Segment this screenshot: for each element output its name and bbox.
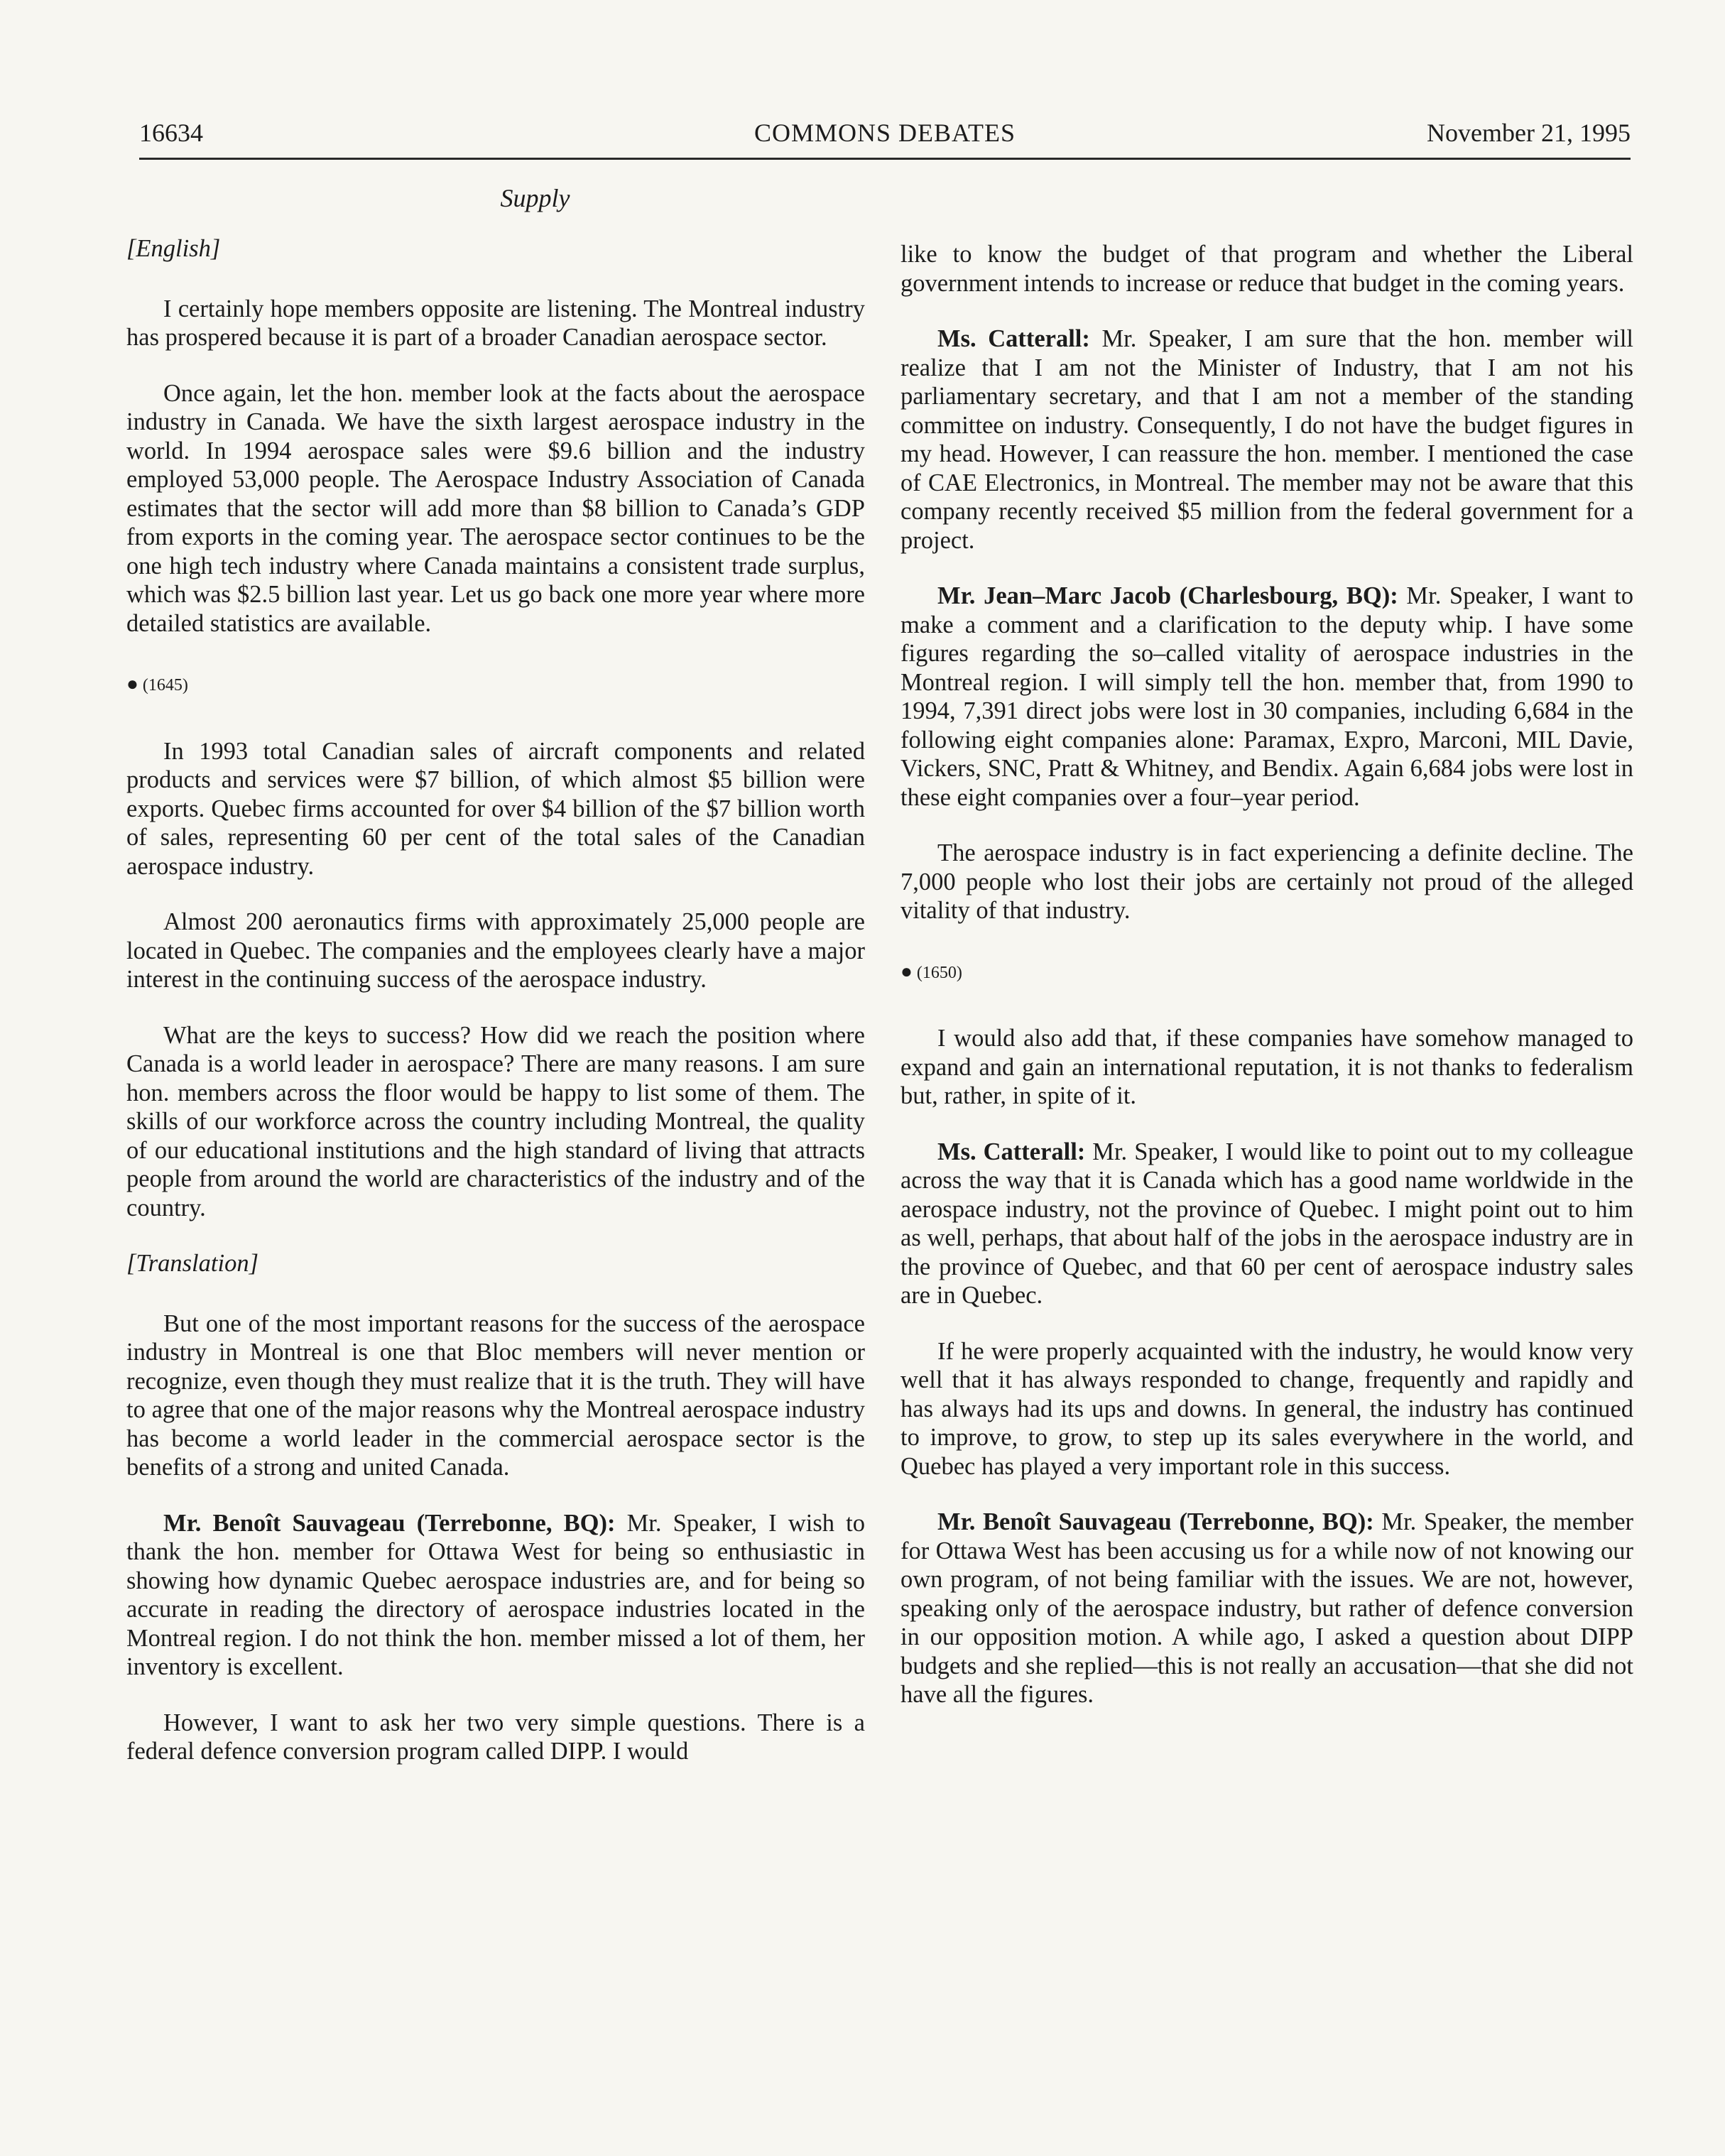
speaker-name: Mr. Benoît Sauvageau (Terrebonne, BQ): xyxy=(937,1508,1374,1535)
speech-text: Mr. Speaker, I would like to point out to my colleague across the way that it is Canada which has a good name worldwide in the aerospace industry, not the province of Quebec. I might point out to him as well, perhaps, that about half of the jobs in the aerospace industry are in the province of Quebec, and that 60 per cent of aerospace industry sales are in Quebec. xyxy=(900,1138,1633,1309)
speech-paragraph xyxy=(126,1509,865,1682)
page-number: 16634 xyxy=(139,119,203,147)
paragraph: I certainly hope members opposite are listening. The Montreal industry has prospered because it is part of a broader Canadian aerospace sector. xyxy=(126,295,865,351)
speech-paragraph xyxy=(900,1508,1633,1709)
paragraph: Almost 200 aeronautics firms with approximately 25,000 people are located in Quebec. The companies and the employees clearly have a major interest in the continuing success of the aerospace industry. xyxy=(126,908,865,993)
speech-text: Mr. Speaker, I wish to thank the hon. member for Ottawa West for being so enthusiastic in showing how dynamic Quebec aerospace industries are, and for being so accurate in reading the directory of aerospace industries located in the Montreal region. I do not think the hon. member missed a lot of them, her inventory is excellent. xyxy=(126,1509,866,1680)
paragraph: Once again, let the hon. member look at the facts about the aerospace industry in Canada. We have the sixth largest aerospace industry in the world. In 1994 aerospace sales were $9.6 billion and the industry employed 53,000 people. The Aerospace Industry Association of Canada estimates that the sector will add more than $8 billion to Canada’s GDP from exports in the coming year. The aerospace sector continues to be the one high tech industry where Canada maintains a consistent trade surplus, which was $2.5 billion last year. Let us go back one more year where more detailed statistics are available. xyxy=(126,379,865,637)
paragraph: I would also add that, if these companies have somehow managed to expand and gain an international reputation, it is not thanks to federalism but, rather, in spite of it. xyxy=(900,1025,1633,1109)
time-marker xyxy=(126,670,865,700)
paragraph: If he were properly acquainted with the industry, he would know very well that it has always responded to change, frequently and rapidly and has always had its ups and downs. In general, the industry has continued to improve, to grow, to step up its sales everywhere in the world, and Quebec has played a very important role in this success. xyxy=(900,1337,1633,1480)
paragraph: In 1993 total Canadian sales of aircraft components and related products and services were $7 billion, of which almost $5 billion were exports. Quebec firms accounted for over $4 billion of the $7 billion worth of sales, representing 60 per cent of the total sales of the Canadian aerospace industry. xyxy=(126,737,865,880)
publication-title: COMMONS DEBATES xyxy=(753,119,1016,147)
bullet-icon: ● xyxy=(900,960,913,983)
time-marker xyxy=(900,958,1633,988)
language-marker: [Translation] xyxy=(126,1250,259,1277)
paragraph-continued: like to know the budget of that program and whether the Liberal government intends to increase or reduce that budget in the coming years. xyxy=(900,241,1633,297)
speaker-name: Mr. Jean–Marc Jacob (Charlesbourg, BQ): xyxy=(937,582,1398,609)
left-column xyxy=(126,234,865,1793)
section-heading: Supply xyxy=(500,184,570,212)
speaker-name: Mr. Benoît Sauvageau (Terrebonne, BQ): xyxy=(163,1509,616,1537)
speaker-name: Ms. Catterall: xyxy=(937,1138,1086,1165)
speech-text: Mr. Speaker, the member for Ottawa West has been accusing us for a while now of not knowing our own program, of not being familiar with the issues. We are not, however, speaking only of the aerospace industry, but rather of defence conversion in our opposition motion. A while ago, I asked a question about DIPP budgets and she replied—this is not really an accusation—that she did not have all the figures. xyxy=(900,1508,1633,1708)
speaker-name: Ms. Catterall: xyxy=(937,325,1090,352)
language-marker: [English] xyxy=(126,235,221,262)
time-stamp: (1645) xyxy=(142,676,188,695)
speech-text: Mr. Speaker, I want to make a comment and a clarification to the deputy whip. I have some figures regarding the so–called vitality of aerospace industries in the Montreal region. I will simply tell the hon. member that, from 1990 to 1994, 7,391 direct jobs were lost in 30 companies, including 6,684 in the following eight companies alone: Paramax, Expro, Marconi, MIL Davie, Vickers, SNC, Pratt & Whitney, and Bendix. Again 6,684 jobs were lost in these eight companies over a four–year period. xyxy=(900,582,1633,811)
speech-paragraph xyxy=(900,582,1633,812)
time-stamp: (1650) xyxy=(916,963,962,982)
speech-text: Mr. Speaker, I am sure that the hon. member will realize that I am not the Minister of Industry, that I am not his parliamentary secretary, and that I am not a member of the standing committee on industry. Consequently, I do not have the budget figures in my head. However, I can reassure the hon. member. I mentioned the case of CAE Electronics, in Montreal. The member may not be aware that this company recently received $5 million from the federal government for a project. xyxy=(900,325,1633,554)
paragraph: However, I want to ask her two very simple questions. There is a federal defence conversion program called DIPP. I would xyxy=(126,1709,865,1765)
page-header xyxy=(139,114,1631,160)
bullet-icon: ● xyxy=(126,673,138,695)
paragraph: What are the keys to success? How did we reach the position where Canada is a world leader in aerospace? There are many reasons. I am sure hon. members across the floor would be happy to list some of them. The skills of our workforce across the country including Montreal, the quality of our educational institutions and the high standard of living that attracts people from around the world are characteristics of the industry and of the country. xyxy=(126,1021,865,1221)
speech-paragraph xyxy=(900,325,1633,555)
paragraph: But one of the most important reasons for the success of the aerospace industry in Montreal is one that Bloc members will never mention or recognize, even though they must realize that it is the truth. They will have to agree that one of the major reasons why the Montreal aerospace industry has become a world leader in the commercial aerospace sector is the benefits of a strong and united Canada. xyxy=(126,1310,865,1481)
speech-paragraph xyxy=(900,1138,1633,1310)
right-column xyxy=(900,240,1633,1736)
publication-date: November 21, 1995 xyxy=(1427,119,1631,147)
paragraph: The aerospace industry is in fact experiencing a definite decline. The 7,000 people who lost their jobs are certainly not proud of the alleged vitality of that industry. xyxy=(900,839,1633,924)
